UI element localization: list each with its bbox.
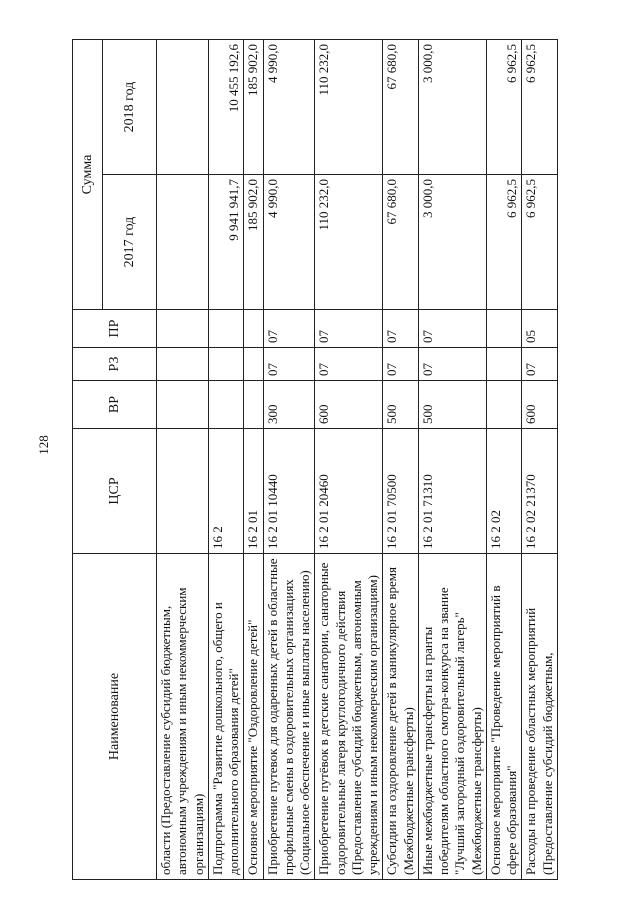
row-vr xyxy=(157,381,209,429)
row-pr: 07 xyxy=(418,310,486,348)
header-csr: ЦСР xyxy=(73,429,157,554)
table-row xyxy=(208,40,244,880)
row-pr: 07 xyxy=(383,310,419,348)
row-sum-2017: 185 902,0 xyxy=(244,175,263,310)
row-rz: 07 xyxy=(315,348,383,381)
row-rz: 07 xyxy=(418,348,486,381)
header-rz: РЗ xyxy=(73,348,157,381)
header-2018: 2018 год xyxy=(103,40,157,175)
row-sum-2017: 67 680,0 xyxy=(383,175,419,310)
row-pr xyxy=(208,310,244,348)
row-vr: 300 xyxy=(263,381,315,429)
row-vr: 500 xyxy=(418,381,486,429)
row-pr xyxy=(157,310,209,348)
table-row xyxy=(486,40,522,880)
table-row xyxy=(418,40,486,880)
row-rz xyxy=(486,348,522,381)
row-sum-2017: 3 000,0 xyxy=(418,175,486,310)
row-rz: 07 xyxy=(383,348,419,381)
row-sum-2018: 6 962,5 xyxy=(522,40,558,175)
row-csr: 16 2 xyxy=(208,429,244,554)
row-sum-2018: 185 902,0 xyxy=(244,40,263,175)
row-name: Иные межбюджетные трансферты на гранты победителям областного смотра-конкурса на звание "Лучший загородный оздоровительный лагерь" (Межбюджетные трансферты) xyxy=(418,554,486,880)
row-csr xyxy=(157,429,209,554)
row-csr: 16 2 01 xyxy=(244,429,263,554)
row-sum-2017 xyxy=(157,175,209,310)
row-pr: 05 xyxy=(522,310,558,348)
row-pr xyxy=(486,310,522,348)
row-rz xyxy=(157,348,209,381)
table-row xyxy=(263,40,315,880)
table-row xyxy=(383,40,419,880)
row-csr: 16 2 01 71310 xyxy=(418,429,486,554)
table-row xyxy=(315,40,383,880)
table-row xyxy=(522,40,558,880)
row-sum-2017: 9 941 941,7 xyxy=(208,175,244,310)
header-pr: ПР xyxy=(73,310,157,348)
row-name: Основное мероприятие "Оздоровление детей" xyxy=(244,554,263,880)
row-csr: 16 2 01 70500 xyxy=(383,429,419,554)
row-sum-2018: 67 680,0 xyxy=(383,40,419,175)
row-name: Основное мероприятие "Проведение мероприятий в сфере образования" xyxy=(486,554,522,880)
row-sum-2017: 4 990,0 xyxy=(263,175,315,310)
row-name: области (Предоставление субсидий бюджетным, автономным учреждениям и иным некоммерческим организациям) xyxy=(157,554,209,880)
rotated-sheet xyxy=(72,40,587,880)
header-sum: Сумма xyxy=(73,40,103,310)
row-rz xyxy=(208,348,244,381)
row-sum-2018: 4 990,0 xyxy=(263,40,315,175)
header-vr: ВР xyxy=(73,381,157,429)
page-number: 128 xyxy=(36,435,51,455)
row-csr: 16 2 01 10440 xyxy=(263,429,315,554)
row-name: Расходы на проведение областных мероприятий (Предоставление субсидий бюджетным, xyxy=(522,554,558,880)
budget-table xyxy=(72,39,558,880)
header-2017: 2017 год xyxy=(103,175,157,310)
row-rz: 07 xyxy=(263,348,315,381)
row-vr: 600 xyxy=(315,381,383,429)
row-sum-2017: 6 962,5 xyxy=(486,175,522,310)
row-name: Подпрограмма "Развитие дошкольного, общего и дополнительного образования детей" xyxy=(208,554,244,880)
row-sum-2018: 3 000,0 xyxy=(418,40,486,175)
row-name: Субсидии на оздоровление детей в каникулярное время (Межбюджетные трансферты) xyxy=(383,554,419,880)
header-name: Наименование xyxy=(73,554,157,880)
row-name: Приобретение путевок для одаренных детей в областные профильные смены в оздоровительных организациях (Социальное обеспечение и иные выплаты населению) xyxy=(263,554,315,880)
row-vr xyxy=(486,381,522,429)
table-row xyxy=(157,40,209,880)
row-csr: 16 2 02 xyxy=(486,429,522,554)
row-csr: 16 2 02 21370 xyxy=(522,429,558,554)
row-rz: 07 xyxy=(522,348,558,381)
row-sum-2018: 6 962,5 xyxy=(486,40,522,175)
row-sum-2018: 110 232,0 xyxy=(315,40,383,175)
row-vr xyxy=(244,381,263,429)
row-sum-2017: 6 962,5 xyxy=(522,175,558,310)
row-sum-2018 xyxy=(157,40,209,175)
row-vr: 600 xyxy=(522,381,558,429)
row-sum-2017: 110 232,0 xyxy=(315,175,383,310)
row-name: Приобретение путёвок в детские санатории, санаторные оздоровительные лагеря круглогодичного действия (Предоставление субсидий бюджетным, автономным учреждениям и иным некоммерческим организациям) xyxy=(315,554,383,880)
row-pr: 07 xyxy=(315,310,383,348)
row-pr xyxy=(244,310,263,348)
row-pr: 07 xyxy=(263,310,315,348)
table-row xyxy=(244,40,263,880)
row-csr: 16 2 01 20460 xyxy=(315,429,383,554)
row-rz xyxy=(244,348,263,381)
row-vr xyxy=(208,381,244,429)
row-sum-2018: 10 455 192,6 xyxy=(208,40,244,175)
row-vr: 500 xyxy=(383,381,419,429)
